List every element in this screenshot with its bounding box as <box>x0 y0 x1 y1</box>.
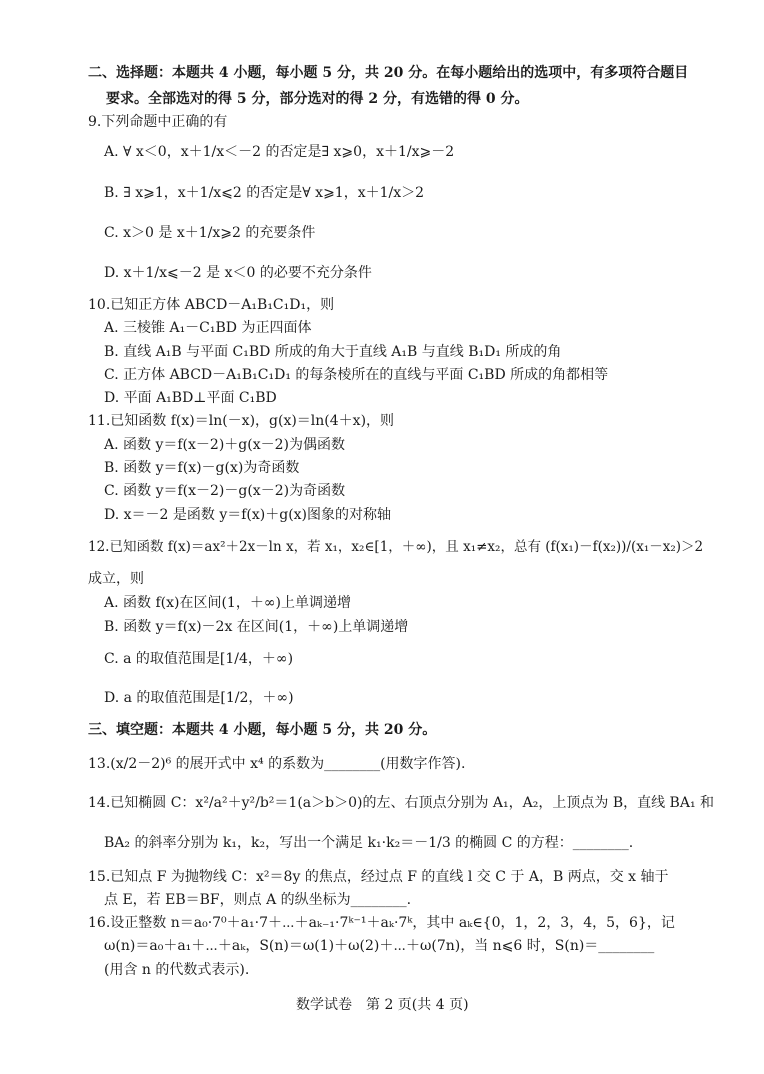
q9-option-c: C. x＞0 是 x＋1/x⩾2 的充要条件 <box>104 225 316 241</box>
q12-option-a: A. 函数 f(x)在区间(1，＋∞)上单调递增 <box>104 595 351 611</box>
q12-option-d: D. a 的取值范围是[1/2，＋∞) <box>104 690 294 706</box>
q14-line1: 14.已知椭圆 C：x²/a²＋y²/b²＝1(a＞b＞0)的左、右顶点分别为 A₁，A₂，上顶点为 B，直线 BA₁ 和 <box>88 795 715 811</box>
section2-header-line1: 二、选择题：本题共 4 小题，每小题 5 分，共 20 分。在每小题给出的选项中，有多项符合题目 <box>88 65 689 81</box>
q15-line1: 15.已知点 F 为抛物线 C：x²＝8y 的焦点，经过点 F 的直线 l 交 C 于 A，B 两点，交 x 轴于 <box>88 869 669 885</box>
q16-line3: (用含 n 的代数式表示). <box>104 962 250 978</box>
q10-option-c: C. 正方体 ABCD－A₁B₁C₁D₁ 的每条棱所在的直线与平面 C₁BD 所成的角都相等 <box>104 367 609 383</box>
page-footer: 数学试卷 第 2 页(共 4 页) <box>296 997 469 1013</box>
section3-header: 三、填空题：本题共 4 小题，每小题 5 分，共 20 分。 <box>88 722 437 738</box>
q12-option-b: B. 函数 y＝f(x)－2x 在区间(1，＋∞)上单调递增 <box>104 619 409 635</box>
q9-option-d: D. x＋1/x⩽－2 是 x＜0 的必要不充分条件 <box>104 265 372 281</box>
q10-option-b: B. 直线 A₁B 与平面 C₁BD 所成的角大于直线 A₁B 与直线 B₁D₁ 所成的角 <box>104 344 562 360</box>
q9-stem: 9.下列命题中正确的有 <box>88 114 228 130</box>
q10-stem: 10.已知正方体 ABCD－A₁B₁C₁D₁，则 <box>88 297 335 313</box>
q12-stem-line2: 成立，则 <box>88 571 144 587</box>
q14-line2: BA₂ 的斜率分别为 k₁，k₂，写出一个满足 k₁·k₂＝－1/3 的椭圆 C 的方程：________. <box>104 835 634 851</box>
q12-stem-line1: 12.已知函数 f(x)＝ax²＋2x－ln x，若 x₁，x₂∈[1，＋∞)，且 x₁≠x₂，总有 (f(x₁)－f(x₂))/(x₁－x₂)＞2 <box>88 539 704 555</box>
q16-line2: ω(n)＝a₀＋a₁＋⋯＋aₖ，S(n)＝ω(1)＋ω(2)＋⋯＋ω(7n)，当 n⩽6 时，S(n)＝________ <box>104 938 655 954</box>
q15-line2: 点 E，若 EB＝BF，则点 A 的纵坐标为________. <box>104 892 412 908</box>
q11-option-a: A. 函数 y＝f(x－2)＋g(x－2)为偶函数 <box>104 437 345 453</box>
q11-option-d: D. x＝－2 是函数 y＝f(x)＋g(x)图象的对称轴 <box>104 507 392 523</box>
q9-option-a: A. ∀ x＜0，x＋1/x＜－2 的否定是∃ x⩾0，x＋1/x⩾－2 <box>104 144 455 160</box>
q16-line1: 16.设正整数 n＝a₀·7⁰＋a₁·7＋⋯＋aₖ₋₁·7ᵏ⁻¹＋aₖ·7ᵏ，其中 aₖ∈{0，1，2，3，4，5，6}，记 <box>88 915 675 931</box>
q11-option-b: B. 函数 y＝f(x)－g(x)为奇函数 <box>104 460 300 476</box>
q9-option-b: B. ∃ x⩾1，x＋1/x⩽2 的否定是∀ x⩾1，x＋1/x＞2 <box>104 185 425 201</box>
q12-option-c: C. a 的取值范围是[1/4，＋∞) <box>104 651 294 667</box>
q11-stem: 11.已知函数 f(x)＝ln(－x)，g(x)＝ln(4＋x)，则 <box>88 413 395 429</box>
q10-option-d: D. 平面 A₁BD⊥平面 C₁BD <box>104 390 277 406</box>
q11-option-c: C. 函数 y＝f(x－2)－g(x－2)为奇函数 <box>104 483 346 499</box>
q13-text: 13.(x/2－2)⁶ 的展开式中 x⁴ 的系数为________(用数字作答). <box>88 756 466 772</box>
section2-header-line2: 要求。全部选对的得 5 分，部分选对的得 2 分，有选错的得 0 分。 <box>106 91 529 107</box>
q10-option-a: A. 三棱锥 A₁－C₁BD 为正四面体 <box>104 320 312 336</box>
